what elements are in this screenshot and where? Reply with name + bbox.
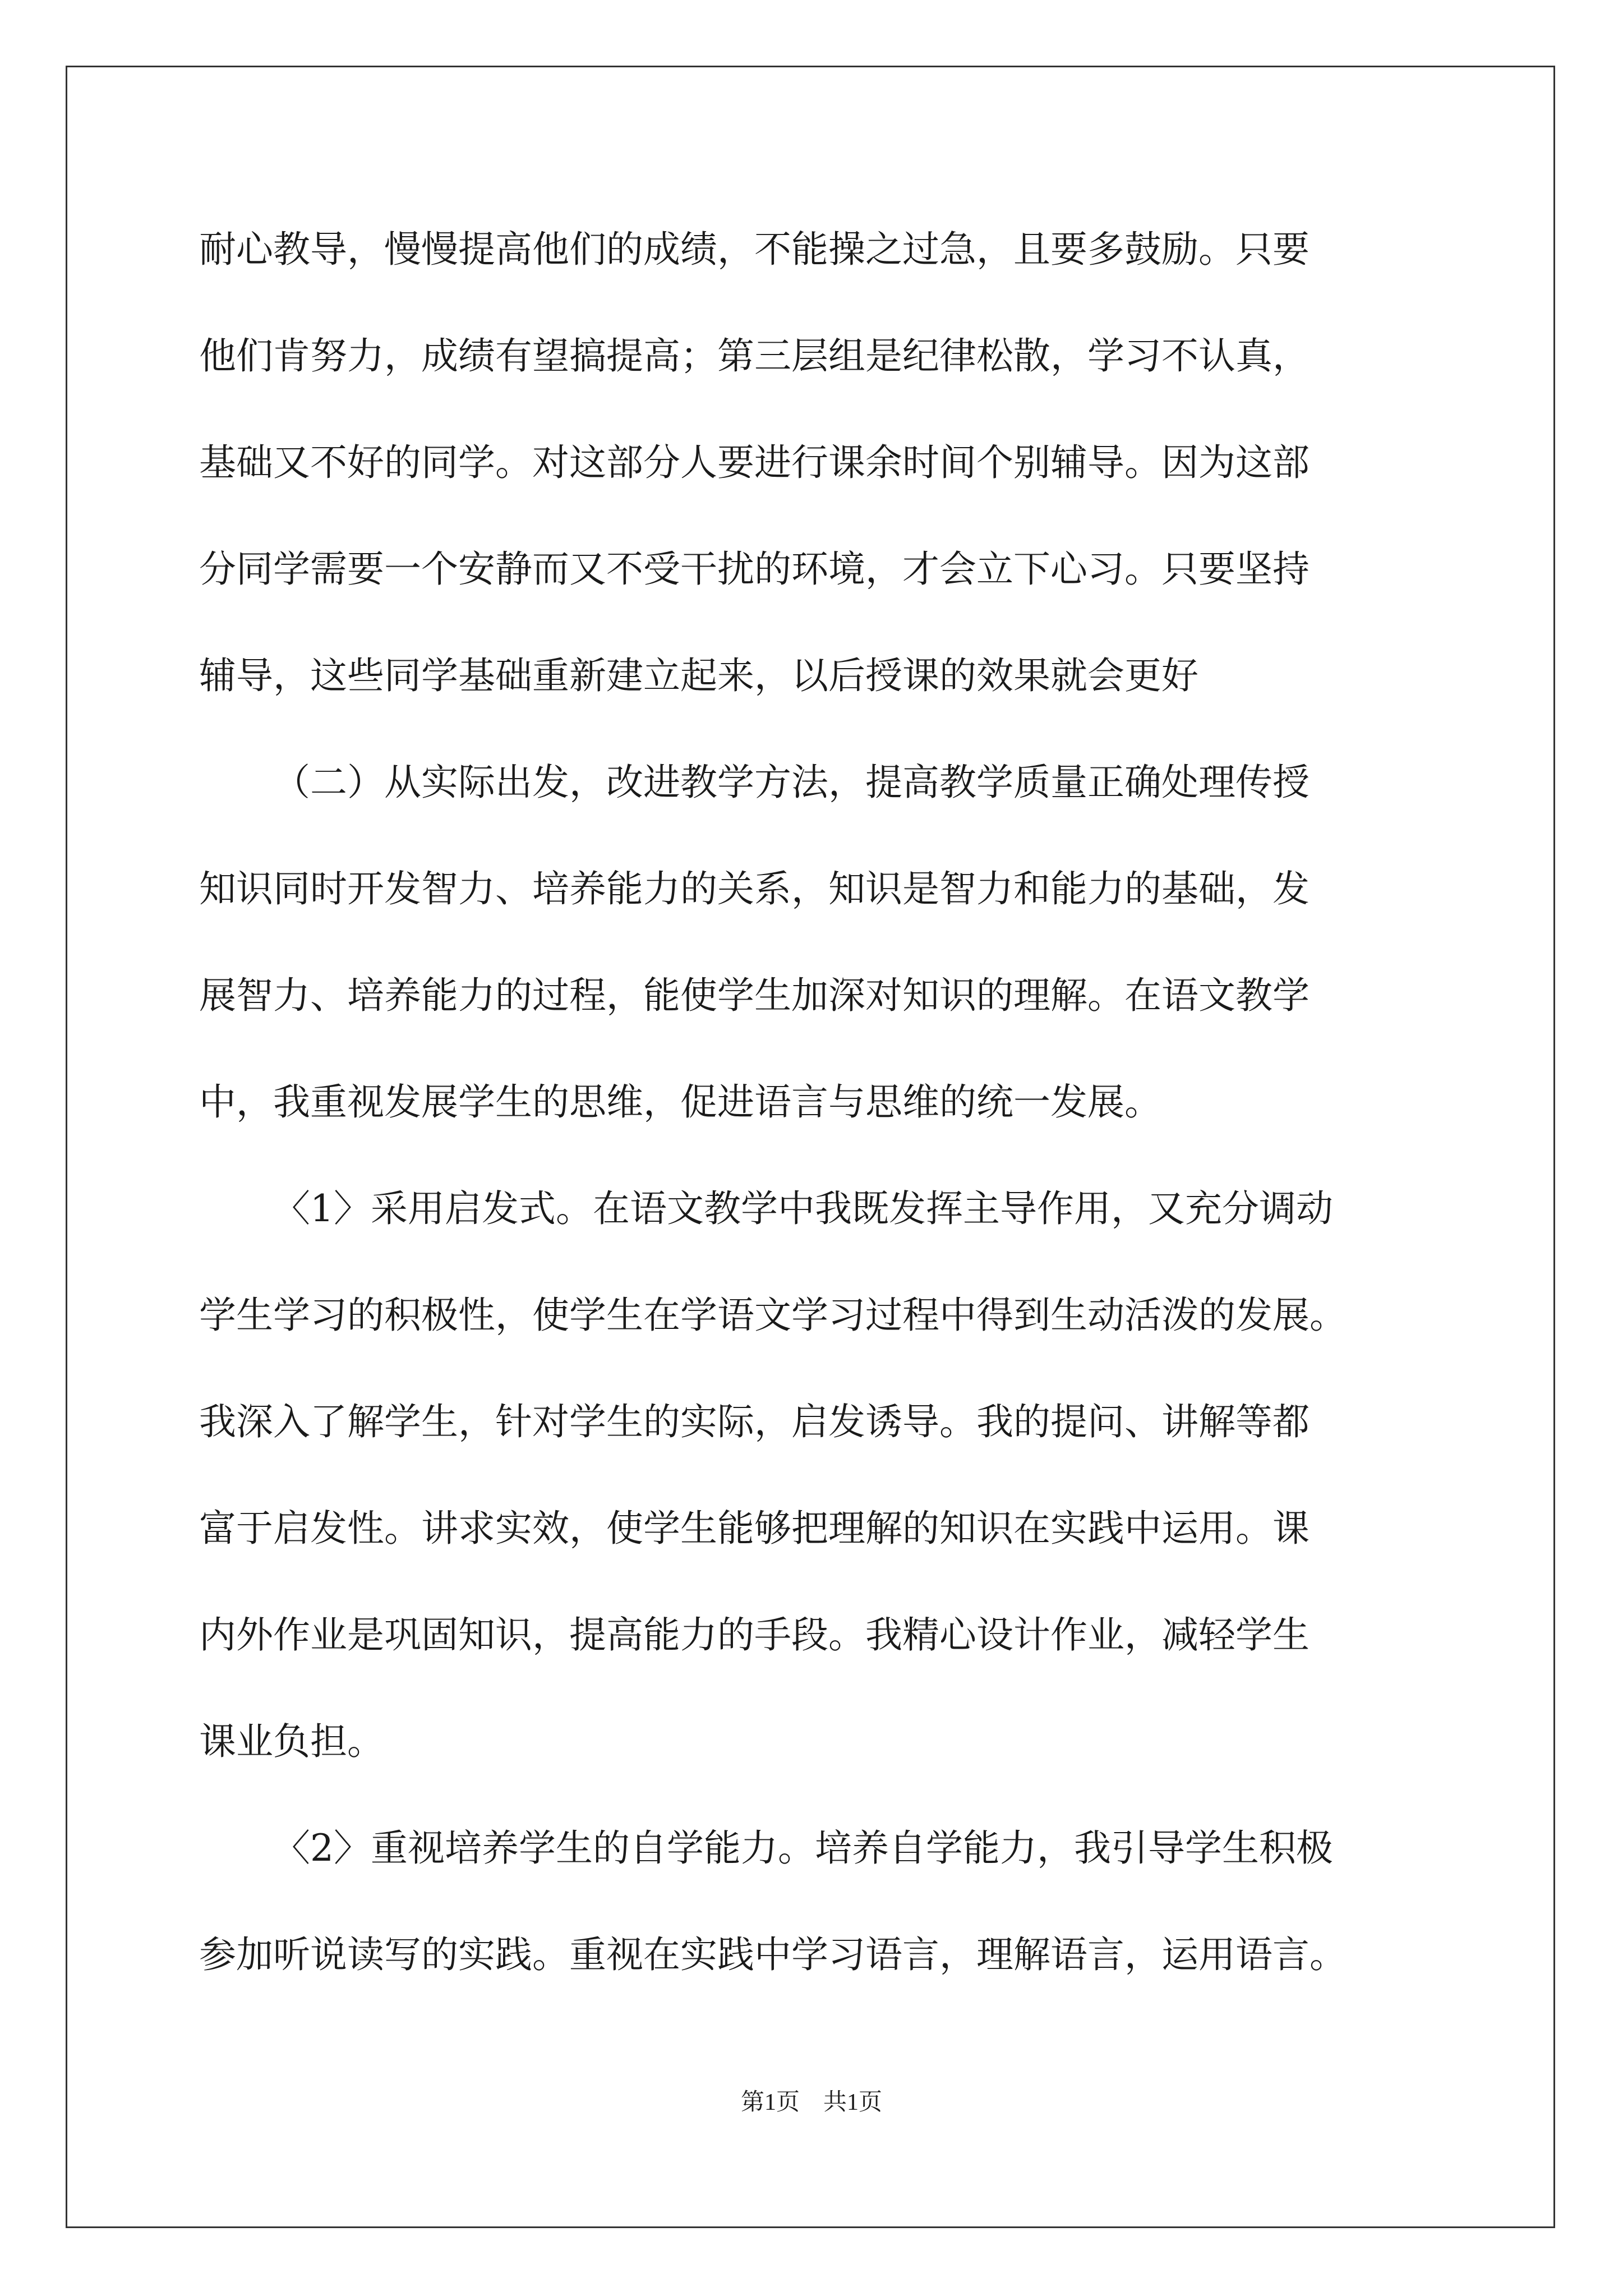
text-line: 参加听说读写的实践。重视在实践中学习语言，理解语言，运用语言。: [199, 1933, 1347, 1976]
text-line: 〈2〉重视培养学生的自学能力。培养自学能力，我引导学生积极: [273, 1826, 1333, 1870]
document-body: [199, 216, 1427, 2028]
text-line: 〈1〉采用启发式。在语文教学中我既发挥主导作用，又充分调动: [273, 1187, 1333, 1230]
text-line: 他们肯努力，成绩有望搞提高；第三层组是纪律松散，学习不认真，: [199, 334, 1310, 378]
text-line: 我深入了解学生，针对学生的实际，启发诱导。我的提问、讲解等都: [199, 1400, 1310, 1443]
text-line: 展智力、培养能力的过程，能使学生加深对知识的理解。在语文教学: [199, 974, 1310, 1017]
text-line: 中，我重视发展学生的思维，促进语言与思维的统一发展。: [199, 1080, 1161, 1124]
text-line: （二）从实际出发，改进教学方法，提高教学质量正确处理传授: [273, 761, 1310, 804]
text-line: 辅导，这些同学基础重新建立起来，以后授课的效果就会更好: [199, 654, 1198, 697]
text-line: 内外作业是巩固知识，提高能力的手段。我精心设计作业，减轻学生: [199, 1613, 1310, 1657]
text-line: 课业负担。: [199, 1720, 384, 1763]
text-line: 富于启发性。讲求实效，使学生能够把理解的知识在实践中运用。课: [199, 1507, 1310, 1550]
text-line: 分同学需要一个安静而又不受干扰的环境，才会立下心习。只要坚持: [199, 547, 1310, 591]
text-line: 耐心教导，慢慢提高他们的成绩，不能操之过急，且要多鼓励。只要: [199, 228, 1310, 271]
page-number-footer: 第1页 共1页: [740, 2090, 882, 2115]
text-line: 知识同时开发智力、培养能力的关系，知识是智力和能力的基础，发: [199, 867, 1310, 910]
text-line: 学生学习的积极性，使学生在学语文学习过程中得到生动活泼的发展。: [199, 1294, 1347, 1337]
text-line: 基础又不好的同学。对这部分人要进行课余时间个别辅导。因为这部: [199, 441, 1310, 484]
